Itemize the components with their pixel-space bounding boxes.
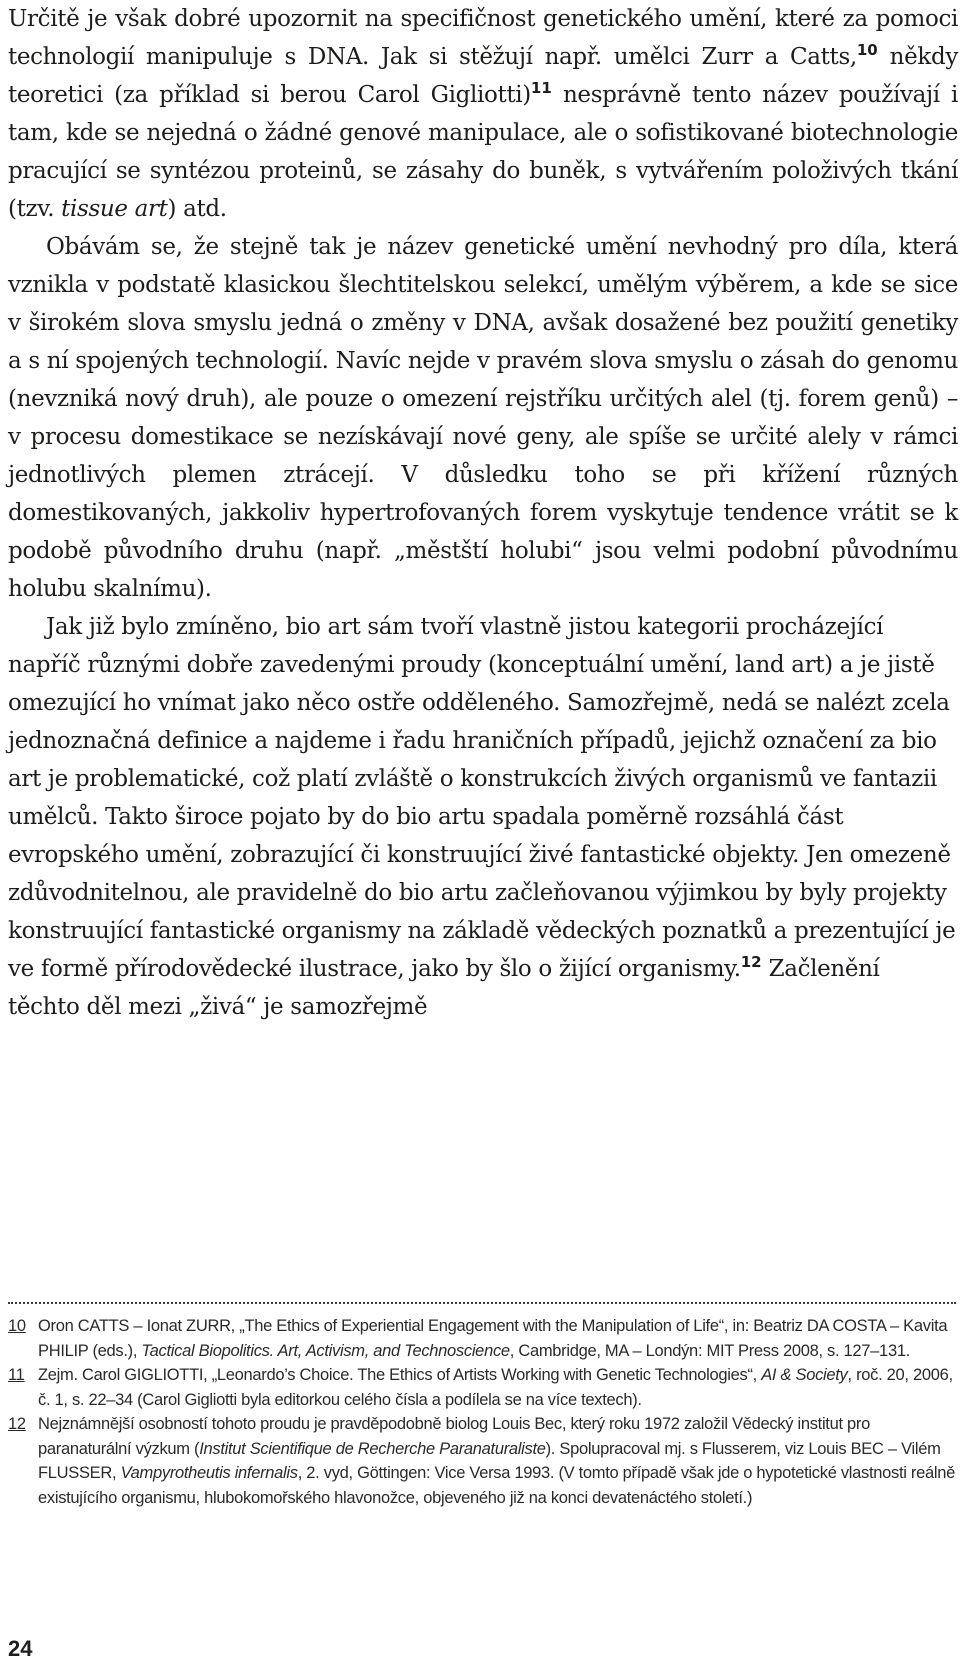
footnote-number: 10 bbox=[8, 1317, 26, 1335]
footnote-ref-12[interactable]: 12 bbox=[740, 953, 762, 971]
paragraph-3-text-b: Začlenění těchto děl mezi „živá“ je samozřejmě bbox=[8, 956, 880, 1020]
footnote-italic: Tactical Biopolitics. Art, Activism, and Technoscience bbox=[141, 1341, 510, 1360]
paragraph-3 bbox=[8, 608, 958, 1026]
footnote-12 bbox=[8, 1412, 956, 1510]
paragraph-2 bbox=[8, 228, 958, 608]
footnote-text: , 2. vyd, Göttingen: Vice Versa 1993. (V tomto případě však jde o hypotetické vlastnosti reálně existujícího organismu, hlubokomořského hlavonožce, objeveného již na konci devatenáctého století.) bbox=[38, 1464, 955, 1507]
footnote-ref-11[interactable]: 11 bbox=[530, 79, 552, 97]
footnote-number: 12 bbox=[8, 1415, 26, 1433]
footnote-text: , Cambridge, MA – Londýn: MIT Press 2008, s. 127–131. bbox=[509, 1341, 910, 1360]
paragraph-1-text-a: Určitě je však dobré upozornit na specifičnost genetického umění, které za pomoci technologií manipuluje s DNA. Jak si stěžují např. umělci Zurr a Catts, bbox=[8, 6, 958, 70]
paragraph-1 bbox=[8, 0, 958, 228]
page-number: 24 bbox=[8, 1636, 33, 1661]
paragraph-2-text: Obávám se, že stejně tak je název genetické umění nevhodný pro díla, která vznikla v podstatě klasickou šlechtitelskou selekcí, umělým výběrem, a kde se sice v širokém slova smyslu jedná o změny v DNA, avšak dosažené bez použití genetiky a s ní spojených technologií. Navíc nejde v pravém slova smyslu o zásah do genomu (nevzniká nový druh), ale pouze o omezení rejstříku určitých alel (tj. forem genů) – v procesu domestikace se nezískávají nové geny, ale spíše se určité alely v rámci jednotlivých plemen ztrácejí. V důsledku toho se při křížení různých domestikovaných, jakkoliv hypertrofovaných forem vyskytuje tendence vrátit se k podobě původního druhu (např. „městští holubi“ jsou velmi podobní původnímu holubu skalnímu). bbox=[8, 234, 958, 602]
footnote-ref-10[interactable]: 10 bbox=[856, 41, 878, 59]
footnote-text: Oron CATTS – Ionat ZURR, „The Ethics of Experiential Engagement with the Manipulation of Life“, in: Beatriz DA COSTA – Kavita PHILIP (eds.), bbox=[38, 1317, 948, 1360]
paragraph-3-text-a: Jak již bylo zmíněno, bio art sám tvoří vlastně jistou kategorii procházející napříč různými dobře zavedenými proudy (konceptuální umění, land art) a je jistě omezující ho vnímat jako něco ostře odděleného. Samozřejmě, nedá se nalézt zcela jednoznačná definice a najdeme i řadu hraničních případů, jejichž označení za bio art je problematické, což platí zvláště o konstrukcích živých organismů ve fantazii umělců. Takto široce pojato by do bio artu spadala poměrně rozsáhlá část evropského umění, zobrazující či konstruující živé fantastické objekty. Jen omezeně zdůvodnitelnou, ale pravidelně do bio artu začleňovanou výjimkou by byly projekty konstruující fantastické organismy na základě vědeckých poznatků a prezentující je ve formě přírodovědecké ilustrace, jako by šlo o žijící organismy. bbox=[8, 614, 956, 982]
paragraph-1-text-c: nesprávně tento název používají i tam, kde se nejedná o žádné genové manipulace, ale o sofistikované biotechnologie pracující se syntézou proteinů, se zásahy do buněk, s vytvářením položivých tkání (tzv. bbox=[8, 82, 958, 222]
footnote-11 bbox=[8, 1363, 956, 1412]
paragraph-1-italic-term: tissue art bbox=[61, 196, 168, 222]
footnote-italic: Institut Scientifique de Recherche Paranaturaliste bbox=[199, 1439, 546, 1458]
footnote-text: , roč. 20, 2006, č. 1, s. 22–34 (Carol Gigliotti byla editorkou celého čísla a podílela se na více textech). bbox=[38, 1366, 953, 1409]
footnote-italic: AI & Society bbox=[761, 1366, 848, 1384]
footnote-10 bbox=[8, 1314, 956, 1363]
footnote-italic: Vampyrotheutis infernalis bbox=[120, 1464, 298, 1482]
footnote-text: Nejznámnější osobností tohoto proudu je pravděpodobně biolog Louis Bec, který roku 1972 založil Vědecký institut pro paranaturální výzkum ( bbox=[38, 1415, 870, 1458]
main-text bbox=[8, 0, 958, 1026]
paragraph-1-text-d: ) atd. bbox=[167, 196, 227, 222]
footnotes bbox=[8, 1314, 956, 1510]
paragraph-1-text-b: někdy teoretici (za příklad si berou Carol Gigliotti) bbox=[8, 44, 958, 108]
footnote-text: Zejm. Carol GIGLIOTTI, „Leonardo’s Choice. The Ethics of Artists Working with Genetic Technologies“, bbox=[38, 1366, 762, 1384]
footnote-number: 11 bbox=[8, 1366, 25, 1384]
footnote-text: ). Spolupracoval mj. s Flusserem, viz Louis BEC – Vilém FLUSSER, bbox=[38, 1439, 941, 1482]
footnote-divider bbox=[8, 1302, 956, 1304]
